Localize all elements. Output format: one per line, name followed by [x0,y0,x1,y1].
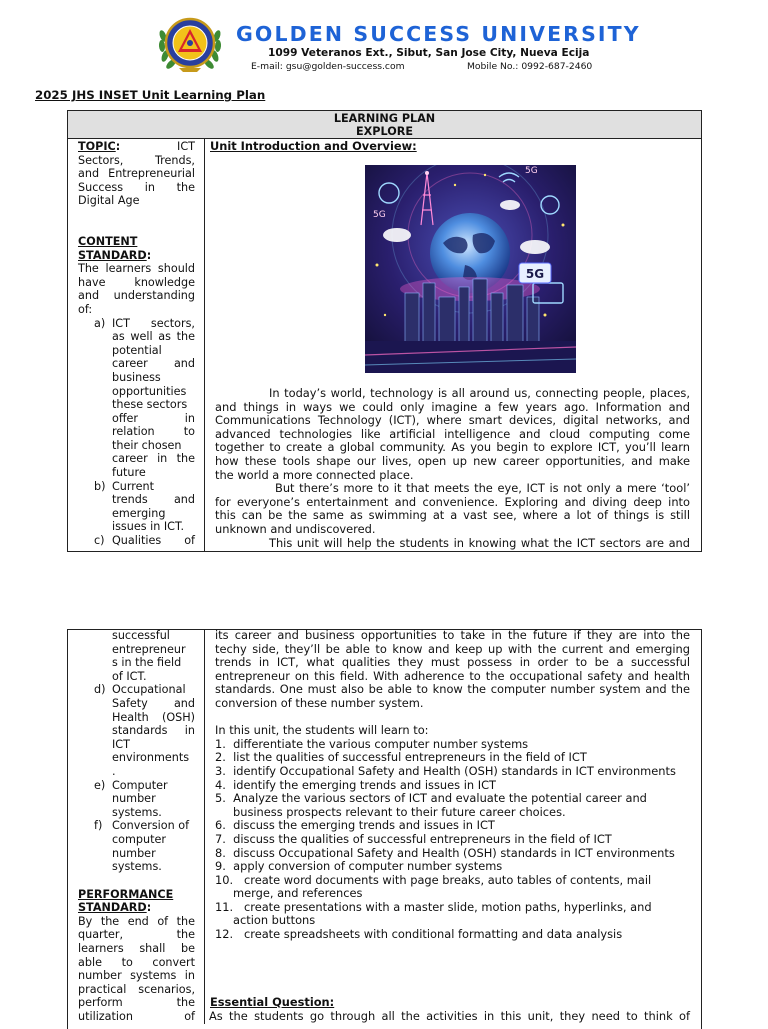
column-divider-2 [204,629,205,1024]
list-item: 4. identify the emerging trends and issues in ICT [215,777,496,792]
list-item: 7. discuss the qualities of successful entrepreneurs in the field of ICT [215,831,612,846]
learn-intro: In this unit, the students will learn to: [215,723,429,738]
list-item: 9. apply conversion of computer number systems [215,859,503,874]
intro-heading: Unit Introduction and Overview: [210,139,417,153]
table-header [67,110,702,139]
performance-standard-label: PERFORMANCE [78,887,174,901]
table-head-title: LEARNING PLAN [333,112,436,125]
essential-question-text: As the students go through all the activities in this unit, they need to think of [209,1009,690,1023]
contact-mobile: Mobile No.: 0992-687-2460 [467,61,593,72]
content-standard-label: CONTENT [78,234,138,248]
university-seal-logo [157,14,223,74]
intro-paragraphs: In today’s world, technology is all around us, connecting people, places, and things in ways we could only imagine a few years ago. Information and Communications Technology (ICT), where smart devices, digital networks, and advanced technologies like artificial intelligence and cloud computing come together to create a global community. As you begin to explore ICT, you’ll learn how these tools shape our lives, open up new career opportunities, and make the world a more connected place. But there’s more to it that meets the eye, ICT is not only a mere ‘tool’ for everyone’s entertainment and convenience. Exploring and diving deep into this can be the same as swimming at a vast see, where a lot of things is still unknown and undiscovered. This unit will help the students in knowing what the ICT sectors are and [215,386,690,550]
list-item: 8. discuss Occupational Safety and Health (OSH) standards in ICT environments [215,845,675,860]
image-5g-label-top: 5G [525,166,538,176]
list-item: 12. create spreadsheets with conditional formatting and data analysis [215,927,623,942]
contact-email: E-mail: gsu@golden-success.com [251,61,405,72]
objectives-list: 1. differentiate the various computer number systems 2. list the qualities of successful entrepreneurs in the field of ICT 3. identify Occupational Safety and Health (OSH) standards in ICT environments 4. identify the emerging trends and issues in ICT 5. Analyze the various sectors of ICT and evaluate the potential career and business prospects relevant to their future career choices. 6. discuss the emerging trends and issues in ICT 7. discuss the qualities of successful entrepreneurs in the field of ICT 8. discuss Occupational Safety and Health (OSH) standards in ICT environments 9. apply conversion of computer number systems 10. create word documents with page breaks, auto tables of contents, mail merge, and references 11. create presentations with a master slide, motion paths, hyperlinks, and action buttons 12. create spreadsheets with conditional formatting and data analysis [215,738,690,942]
image-5g-badge: 5G [525,267,545,281]
ict-illustration [365,165,576,373]
list-item-b: b) Current trends and emerging issues in ICT. [94,479,195,534]
document-title: 2025 JHS INSET Unit Learning Plan [35,88,266,102]
list-item: 1. differentiate the various computer number systems [215,736,529,751]
list-item: 11. create presentations with a master slide, motion paths, hyperlinks, and [215,899,652,914]
essential-question-heading: Essential Question: [210,995,335,1009]
left-column-standards: TOPIC: ICT Sectors, Trends, and Entrepreneurial Success in the Digital Age CONTENT STANDARD: The learners should have knowledge and understanding of: a) ICT sectors, as well as the potential career and business opportunities these sectors offer in relation to their chosen career in the future b) Current trends and emerging issues in ICT. c) Qualities of [78,140,195,548]
university-address: 1099 Veteranos Ext., Sibut, San Jose City, Nueva Ecija [268,47,590,59]
list-item: 6. discuss the emerging trends and issues in ICT [215,818,495,833]
topic-label: TOPIC [78,140,116,153]
image-5g-label: 5G [373,210,386,220]
left-column-standards-continued: successful entrepreneur s in the field of ICT. d) Occupational Safety and Health (OSH) standards in ICT environments . e) Computer number systems. f) Conversion of computer number systems. PERFORMANCE STANDARD: By the end of the quarter, the learners shall be able to convert number systems in practical scenarios, perform the utilization of [78,629,195,1024]
list-item-d: d) Occupational Safety and Health (OSH) standards in ICT environments . [94,683,195,778]
university-name: GOLDEN SUCCESS UNIVERSITY [236,22,641,46]
table-head-subtitle: EXPLORE [356,125,413,138]
column-divider [204,139,205,552]
list-item-f: f) Conversion of computer number systems. [94,819,190,874]
list-item-c-continued: successful entrepreneur s in the field of ICT. [112,629,186,683]
list-item-a: a) ICT sectors, as well as the potential career and business opportunities these sectors offer in relation to their chosen career in the future [94,316,195,480]
list-item: 10. create word documents with page breaks, auto tables of contents, mail [215,872,652,887]
list-item: 3. identify Occupational Safety and Health (OSH) standards in ICT environments [215,763,676,778]
list-item-c: c) Qualities of [94,534,195,548]
list-item: 5. Analyze the various sectors of ICT and evaluate the potential career and [215,791,647,806]
unit-overview-continued: its career and business opportunities to take in the future if they are into the techy side, they’ll be able to know and keep up with the current and emerging trends in ICT, what qualities they must possess in order to be a successful entrepreneur on this field. With adherence to the occupational safety and health standards. One must also be able to know the computer number system and the conversion of these number system. In this unit, the students will learn to: 1. differentiate the various computer number systems 2. list the qualities of successful entrepreneurs in the field of ICT 3. identify Occupational Safety and Health (OSH) standards in ICT environments 4. identify the emerging trends and issues in ICT 5. Analyze the various sectors of ICT and evaluate the potential career and business prospects relevant to their future career choices. 6. discuss the emerging trends and issues in ICT 7. discuss the qualities of successful entrepreneurs in the field of ICT 8. discuss Occupational Safety and Health (OSH) standards in ICT environments 9. apply conversion of computer number systems 10. create word documents with page breaks, auto tables of contents, mail merge, and references 11. create presentations with a master slide, motion paths, hyperlinks, and action buttons 12. create spreadsheets with conditional formatting and data analysis [215,628,690,942]
list-item: 2. list the qualities of successful entrepreneurs in the field of ICT [215,750,587,765]
list-item-e: e) Computer number systems. [94,778,168,819]
